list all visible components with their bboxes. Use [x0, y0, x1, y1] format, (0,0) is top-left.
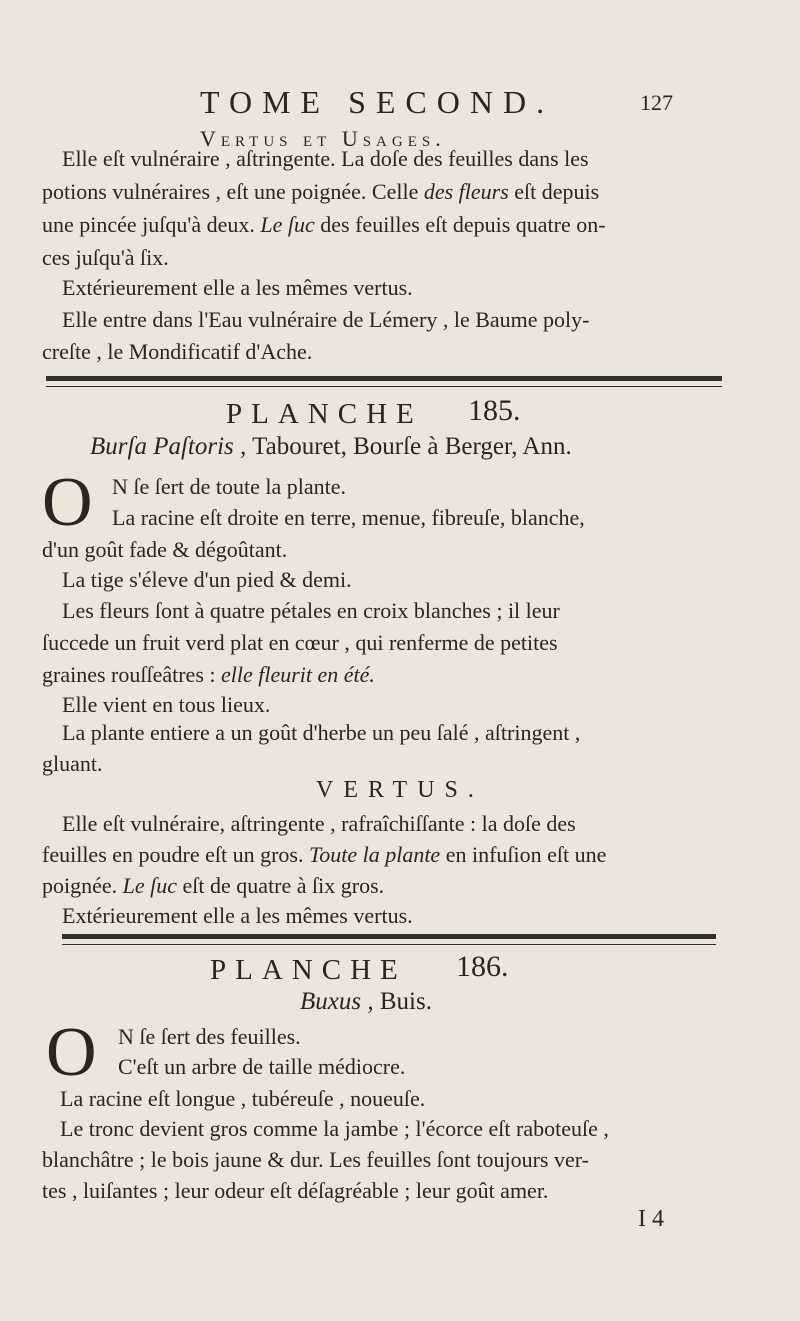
text-span: feuilles en poudre eſt un gros.	[42, 842, 304, 867]
text-line	[42, 212, 606, 238]
divider-rule	[62, 944, 716, 945]
text-line: gluant.	[42, 751, 103, 776]
text-line: Extérieurement elle a les mêmes vertus.	[62, 903, 413, 928]
planche-heading: PLANCHE	[210, 954, 407, 986]
italic-span: Le ſuc	[122, 873, 178, 898]
text-line: La tige s'éleve d'un pied & demi.	[62, 567, 352, 592]
drop-cap: O	[46, 1014, 97, 1091]
italic-span: des fleurs	[423, 179, 509, 204]
common-name: Buis.	[379, 988, 432, 1015]
text-span: une pincée juſqu'à deux.	[42, 212, 255, 237]
text-line	[42, 873, 384, 899]
text-span: eſt de quatre à ſix gros.	[182, 873, 385, 898]
text-line: N ſe ſert des feuilles.	[118, 1024, 301, 1049]
text-line: Elle eſt vulnéraire , aſtringente. La doſe des feuilles dans les	[62, 146, 589, 171]
text-line: N ſe ſert de toute la plante.	[112, 474, 346, 499]
planche-number: 186.	[456, 950, 509, 983]
text-line: Elle eſt vulnéraire, aſtringente , rafraîchiſſante : la doſe des	[62, 811, 576, 836]
text-span: potions vulnéraires , eſt une poignée. Celle	[42, 179, 419, 204]
section-subtitle: Vertus et Usages.	[200, 126, 446, 151]
text-line: C'eſt un arbre de taille médiocre.	[118, 1054, 406, 1079]
text-line: d'un goût fade & dégoûtant.	[42, 537, 288, 562]
text-span: poignée.	[42, 873, 118, 898]
text-line: Le tronc devient gros comme la jambe ; l'écorce eſt raboteuſe ,	[60, 1116, 609, 1141]
drop-cap: O	[42, 464, 93, 541]
latin-name: Buxus ,	[300, 988, 374, 1015]
text-line	[42, 662, 375, 688]
species-name	[90, 433, 572, 461]
text-line: La racine eſt longue , tubéreuſe , noueuſe.	[60, 1086, 426, 1111]
text-line: ſuccede un fruit verd plat en cœur , qui renferme de petites	[42, 630, 558, 655]
common-name: Tabouret, Bourſe à Berger, Ann.	[252, 433, 572, 460]
text-line: La racine eſt droite en terre, menue, fibreuſe, blanche,	[112, 505, 585, 530]
text-span: des feuilles eſt depuis quatre on-	[320, 212, 606, 237]
italic-span: Le ſuc	[260, 212, 315, 237]
latin-name: Burſa Paſtoris ,	[90, 433, 247, 460]
planche-heading: PLANCHE	[226, 398, 423, 430]
text-line: Extérieurement elle a les mêmes vertus.	[62, 275, 413, 300]
text-line: tes , luiſantes ; leur odeur eſt déſagréable ; leur goût amer.	[42, 1178, 549, 1203]
planche-number: 185.	[468, 394, 521, 427]
text-line: Les fleurs ſont à quatre pétales en croix blanches ; il leur	[62, 598, 560, 623]
text-line: Elle entre dans l'Eau vulnéraire de Lémery , le Baume poly-	[62, 307, 590, 332]
text-line: La plante entiere a un goût d'herbe un peu ſalé , aſtringent ,	[62, 720, 581, 745]
divider-rule	[46, 386, 722, 387]
vertus-heading: VERTUS.	[316, 777, 484, 803]
text-span: en infuſion eſt une	[445, 842, 607, 867]
page-number: 127	[640, 90, 673, 115]
signature-mark: I 4	[638, 1206, 664, 1232]
italic-span: Toute la plante	[309, 842, 441, 867]
divider-rule	[62, 934, 716, 939]
italic-span: elle fleurit en été.	[221, 662, 375, 687]
species-name	[300, 988, 432, 1016]
text-line: blanchâtre ; le bois jaune & dur. Les feuilles ſont toujours ver-	[42, 1147, 589, 1172]
text-line: creſte , le Mondificatif d'Ache.	[42, 339, 313, 364]
text-line: Elle vient en tous lieux.	[62, 692, 271, 717]
text-line	[42, 842, 606, 868]
text-line: ces juſqu'à ſix.	[42, 245, 169, 270]
text-span: eſt depuis	[514, 179, 600, 204]
divider-rule	[46, 376, 722, 381]
text-span: graines rouſſeâtres :	[42, 662, 216, 687]
running-header: TOME SECOND.	[200, 84, 555, 120]
text-line	[42, 179, 599, 205]
